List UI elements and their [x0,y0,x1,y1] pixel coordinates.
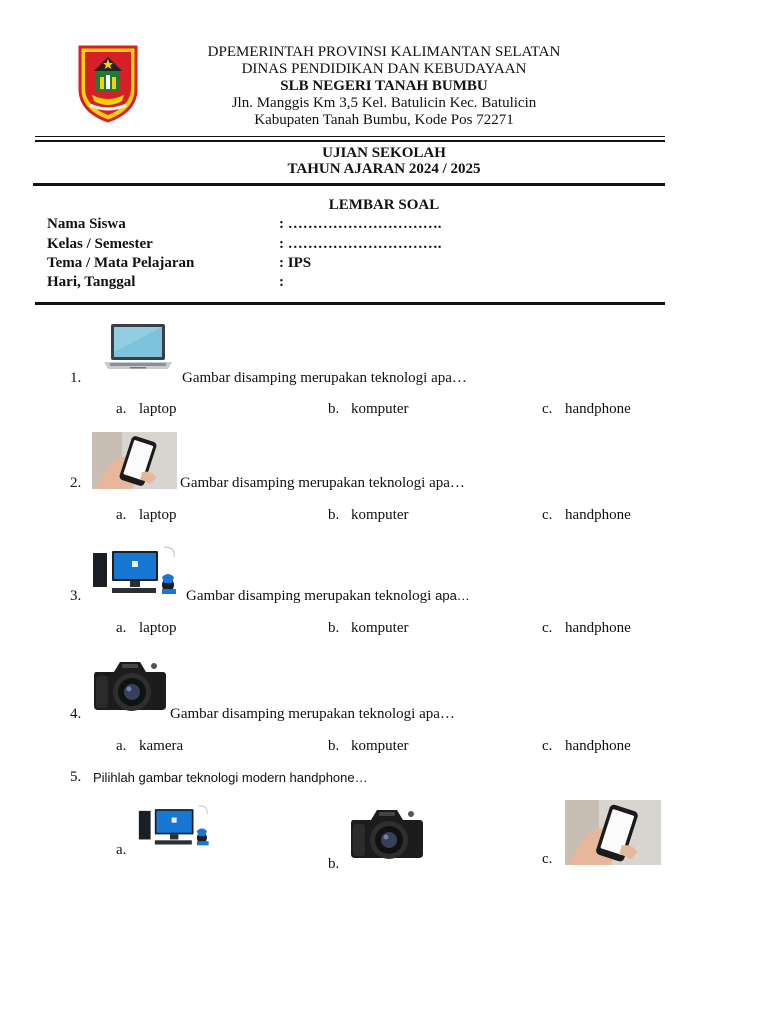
identity-value-name: : …………………………. [279,216,442,232]
question-number: 2. [70,475,82,491]
identity-value-date: : [279,274,284,290]
camera-icon [92,654,167,716]
letterhead [0,0,768,135]
laptop-icon [102,322,174,372]
option-a-text[interactable]: kamera [139,738,184,754]
identity-label-name: Nama Siswa [47,216,126,232]
option-c-letter: c. [542,620,553,636]
option-b-text[interactable]: komputer [351,738,409,754]
header-divider-thin [35,136,665,137]
option-c-letter: c. [542,738,553,754]
option-c-text[interactable]: handphone [565,401,631,417]
option-a-letter: a. [116,507,127,523]
title-divider [33,183,665,186]
identity-value-class: : …………………………. [279,236,442,252]
option-a-letter: a. [116,620,127,636]
hand-phone-icon[interactable] [565,800,661,865]
option-c-text[interactable]: handphone [565,620,631,636]
option-c-letter: c. [542,851,553,867]
option-a-text[interactable]: laptop [139,620,177,636]
option-a-letter: a. [116,842,127,858]
kop-school-name: SLB NEGERI TANAH BUMBU [280,78,488,94]
question-number: 1. [70,370,82,386]
option-b-letter: b. [328,401,340,417]
identity-label-class: Kelas / Semester [47,236,153,252]
option-b-text[interactable]: komputer [351,507,409,523]
option-c-text[interactable]: handphone [565,507,631,523]
sheet-title: LEMBAR SOAL [328,197,440,213]
option-b-letter: b. [328,738,340,754]
question-number: 3. [70,588,82,604]
question-number: 4. [70,706,82,722]
kop-department: DINAS PENDIDIKAN DAN KEBUDAYAAN [241,61,527,77]
option-b-letter: b. [328,507,340,523]
option-a-text[interactable]: laptop [139,507,177,523]
exam-year: TAHUN AJARAN 2024 / 2025 [287,161,481,177]
option-c-text[interactable]: handphone [565,738,631,754]
identity-label-subject: Tema / Mata Pelajaran [47,255,195,271]
identity-value-subject: : IPS [279,255,312,271]
option-b-letter: b. [328,620,340,636]
option-b-text[interactable]: komputer [351,401,409,417]
header-divider-thick [35,140,665,142]
option-c-letter: c. [542,507,553,523]
option-c-letter: c. [542,401,553,417]
kop-address: Jln. Manggis Km 3,5 Kel. Batulicin Kec. Batulicin [231,95,537,111]
option-a-letter: a. [116,738,127,754]
hand-phone-icon [92,432,177,489]
question-text: Pilihlah gambar teknologi modern handphone… [93,770,368,785]
option-b-letter: b. [328,856,340,872]
kop-government: DPEMERINTAH PROVINSI KALIMANTAN SELATAN [207,44,561,60]
question-text-tail: apa… [435,588,470,603]
desktop-computer-icon[interactable] [138,803,212,849]
desktop-computer-icon [92,545,180,597]
question-text: Gambar disamping merupakan teknologi apa… [170,706,455,722]
question-text: Gambar disamping merupakan teknologi apa… [182,370,467,386]
kop-regency: Kabupaten Tanah Bumbu, Kode Pos 72271 [254,112,514,128]
question-text-main: Gambar disamping merupakan teknologi [186,588,436,604]
question-text [186,588,470,605]
identity-label-date: Hari, Tanggal [47,274,136,290]
question-number: 5. [70,769,82,785]
option-b-text[interactable]: komputer [351,620,409,636]
option-a-letter: a. [116,401,127,417]
option-a-text[interactable]: laptop [139,401,177,417]
camera-icon[interactable] [349,802,424,864]
identity-divider [35,302,665,305]
question-text: Gambar disamping merupakan teknologi apa… [180,475,465,491]
exam-title: UJIAN SEKOLAH [322,145,446,161]
